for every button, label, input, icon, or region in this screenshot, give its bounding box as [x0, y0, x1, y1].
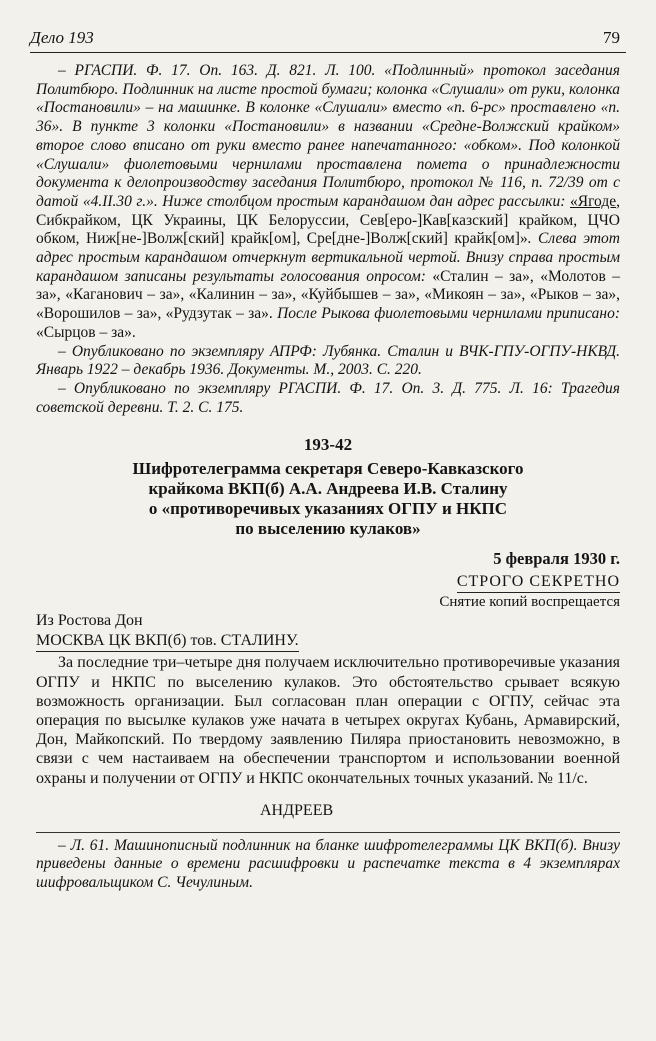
archival-note-text-c: После Рыкова фиолетовыми чернилами приписано:: [272, 305, 620, 323]
running-head: [30, 26, 626, 53]
page-number: 79: [603, 28, 620, 47]
document-number: 193-42: [303, 435, 353, 455]
footnote-divider: [36, 832, 620, 833]
archival-note-text-a: – РГАСПИ. Ф. 17. Оп. 163. Д. 821. Л. 100. «Подлинный» протокол заседания Политбюро. Подлинник на листе простой бумаги; колонка «Слушали» от руки, колонка «Постановили» – на машинке. В колонке «Слушали» вместо «п. 6-рс» проставлено «п. 36». В пункте 3 колонки «Постановили» в названии «Средне-Волжский крайком» второе слово вписано от руки вместо ранее напечатанного: «обком». Под колонкой «Слушали» фиолетовыми чернилами проставлена помета о принадлежности документа к делопроизводству заседания Политбюро, протокол № 116, п. 72/39 от с датой «4.II.30 г.». Ниже столбцом простым карандашом дан адрес рассылки:: [36, 62, 620, 210]
signature: АНДРЕЕВ: [260, 801, 334, 819]
publication-note-rgaspi: – Опубликовано по экземпляру РГАСПИ. Ф. 17. Оп. 3. Д. 775. Л. 16: Трагедия советской деревни. Т. 2. С. 175.: [36, 379, 620, 416]
recipient-line-wrap: [36, 631, 620, 652]
document-title-line: по выселению кулаков»: [235, 519, 421, 539]
publication-note-aprf: – Опубликовано по экземпляру АПРФ: Лубянка. Сталин и ВЧК-ГПУ-ОГПУ-НКВД. Январь 1922 – декабрь 1936. Документы. М., 2003. С. 220.: [36, 342, 620, 379]
classification-block: [36, 573, 620, 593]
document-title-line: крайкома ВКП(б) А.А. Андреева И.В. Сталину: [148, 479, 508, 499]
archival-note-mailing-first: «Ягоде: [569, 192, 617, 210]
telegram-body: За последние три–четыре дня получаем исключительно противоречивые указания ОГПУ и НКПС по выселению кулаков. Это обстоятельство срывает всякую возможность организации. Был согласован план операции с ОГПУ, сейчас эта операция по высылке кулаков уже начата в четырех округах Кубань, Армавирский, Дон, Майкопский. По твердому заявлению Пиляра приостановить невозможно, в связи с чем настаиваем на обеспечении транспортом и использовании военной охраны и получении от ОГПУ и НКПС окончательных точных указаний. № 11/с.: [36, 654, 620, 787]
archival-note-votes: «Сталин – за», «Молотов – за», «Каганович – за», «Калинин – за», «Куйбышев – за», «Микоян – за», «Рыков – за», «Ворошилов – за», «Рудзутак – за».: [36, 267, 620, 323]
archival-note-mailing-rest: , Сибкрайком, ЦК Украины, ЦК Белоруссии, Сев[еро-]Кав[казский] крайком, ЦЧО обком, Ниж[не-]Волж[ский] крайк[ом], Сре[дне-]Волж[ский] крайк[ом]»: [36, 192, 620, 248]
archival-note: [36, 62, 620, 343]
archival-note-syrtsov: «Сырцов – за».: [36, 323, 136, 341]
archival-note-text-b: . Слева этот адрес простым карандашом отчеркнут вертикальной чертой. Внизу справа простым карандашом записаны результаты голосования опросом:: [36, 230, 620, 285]
document-date: 5 февраля 1930 г.: [493, 549, 620, 569]
recipient-line: МОСКВА ЦК ВКП(б) тов. СТАЛИНУ.: [36, 631, 299, 652]
classification-stamp: СТРОГО СЕКРЕТНО: [457, 573, 620, 593]
copy-restriction: Снятие копий воспрещается: [439, 594, 620, 611]
document-title: [36, 459, 620, 539]
sender-line: Из Ростова Дон: [36, 612, 143, 630]
content: [36, 62, 620, 893]
case-title: Дело 193: [30, 28, 94, 47]
footnote: – Л. 61. Машинописный подлинник на бланке шифротелеграммы ЦК ВКП(б). Внизу приведены данные о времени расшифровки и распечатке текста в 4 экземплярах шифровальщиком С. Чечулиным.: [36, 836, 620, 892]
document-title-line: о «противоречивых указаниях ОГПУ и НКПС: [148, 499, 508, 519]
document-title-line: Шифротелеграмма секретаря Северо-Кавказского: [132, 459, 524, 479]
